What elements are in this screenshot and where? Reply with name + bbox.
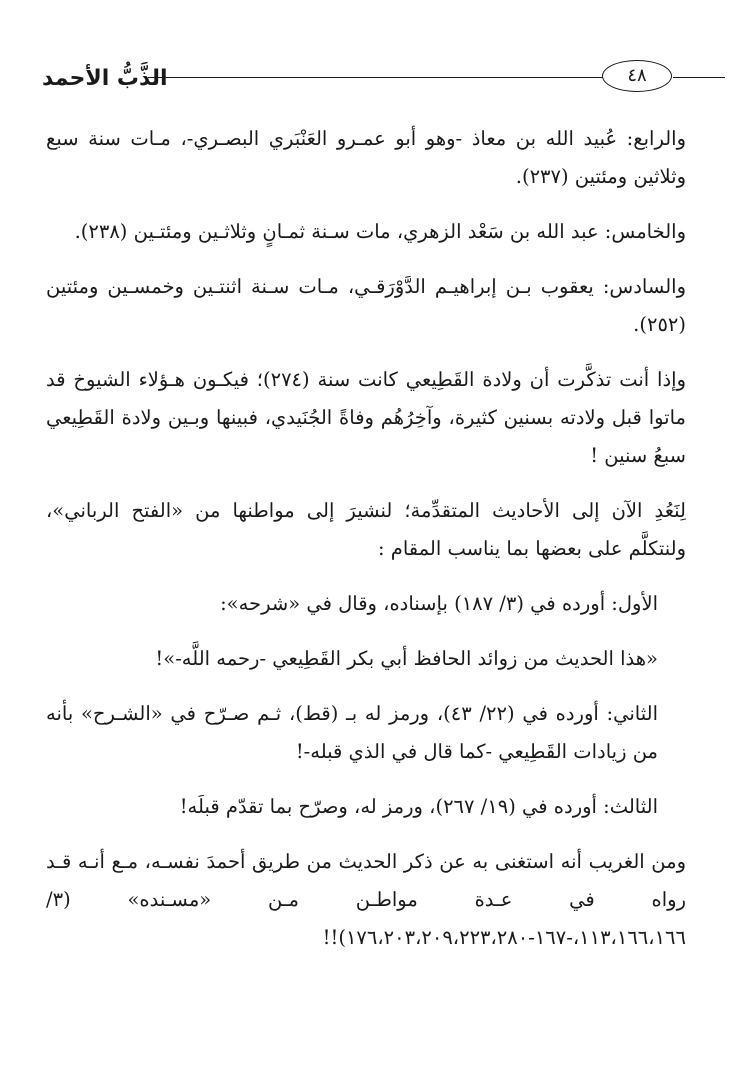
paragraph-quote: «هذا الحديث من زوائد الحافظ أبي بكر القَطِيعي -رحمه اللَّه-»!	[155, 647, 658, 670]
paragraph-first-hadith: الأول: أورده في (٣/ ١٨٧) بإسناده، وقال في «شرحه»:	[220, 592, 658, 615]
paragraph-fifth-sheikh: والخامس: عبد الله بن سَعْد الزهري، مات سـنة ثمـانٍ وثلاثـين ومئتـين (٢٣٨).	[74, 220, 686, 243]
paragraph-strange-note: ومن الغريب أنه استغنى به عن ذكر الحديث من طريق أحمدَ نفسـه، مـع أنـه قـد رواه في عـدة مواطـن مـن «مسـنده» (٣/ ١١٣،١٦٦،١٦٦،-١٦٧-١٧٦،٢٠٣،٢٠٩،٢٢٣،٢٨٠)!!	[46, 850, 686, 949]
paragraph-third-hadith: الثالث: أورده في (١٩/ ٢٦٧)، ورمز له، وصرّح بما تقدّم قبلَه!	[179, 795, 658, 818]
page-body	[46, 120, 686, 974]
header-rule-left	[148, 77, 603, 78]
paragraph-second-hadith: الثاني: أورده في (٢٢/ ٤٣)، ورمز له بـ (قط)، ثـم صـرّح في «الشـرح» بأنه من زيادات القَطِيعي -كما قال في الذي قبله-!	[46, 702, 658, 763]
paragraph-birth-of-qatii: وإذا أنت تذكَّرت أن ولادة القَطِيعي كانت سنة (٢٧٤)؛ فيكـون هـؤلاء الشيوخ قد ماتوا قبل ولادته بسنين كثيرة، وآخِرُهُم وفاةً الجُنَيدي، فبينها وبـين ولادة القَطِيعي سبعُ سنين !	[46, 368, 686, 467]
paragraph-fourth-sheikh: والرابع: عُبيد الله بن معاذ -وهو أبو عمـرو العَنْبَري البصـري-، مـات سنة سبع وثلاثين ومئتين (٢٣٧).	[46, 127, 686, 188]
paragraph-return-to-hadiths: لِنَعُدِ الآن إلى الأحاديث المتقدِّمة؛ لنشيرَ إلى مواطنها من «الفتح الرباني»، ولنتكلَّم على بعضها بما يناسب المقام :	[46, 499, 686, 560]
page-header	[40, 58, 680, 98]
paragraph-sixth-sheikh: والسادس: يعقوب بـن إبراهيـم الدَّوْرَقـي، مـات سـنة اثنتـين وخمسـين ومئتين (٢٥٢).	[46, 275, 686, 336]
running-title: الذَّبُّ الأحمد	[42, 66, 168, 91]
header-rule-right	[673, 77, 725, 78]
page-number: ٤٨	[602, 60, 672, 92]
